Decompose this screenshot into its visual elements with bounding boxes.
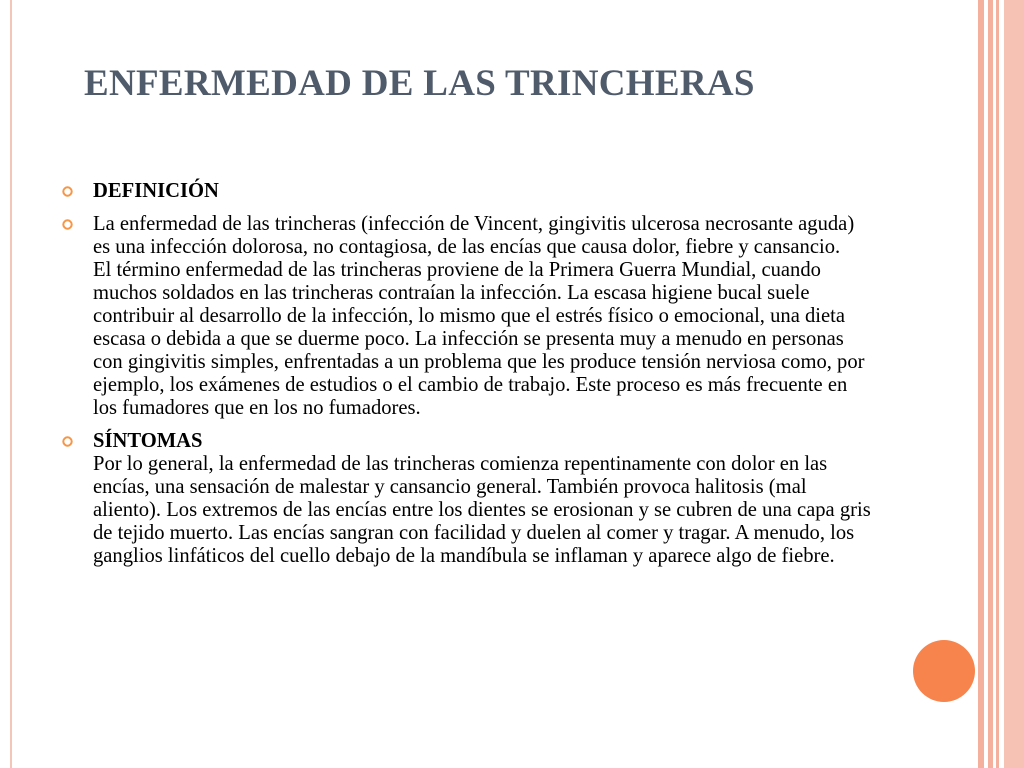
bullet-text: La enfermedad de las trincheras (infección de Vincent, gingivitis ulcerosa necrosante aguda) es una infección dolorosa, no contagiosa, de las encías que causa dolor, fiebre y cansancio. El término enfermedad de las trincheras proviene de la Primera Guerra Mundial, cuando muchos soldados en las trincheras contraían la infección. La escasa higiene bucal suele contribuir al desarrollo de la infección, lo mismo que el estrés físico o emocional, una dieta escasa o debida a que se duerme poco. La infección se presenta muy a menudo en personas con gingivitis simples, enfrentadas a un problema que les produce tensión nerviosa como, por ejemplo, los exámenes de estudios o el cambio de trabajo. Este proceso es más frecuente en los fumadores que en los no fumadores.: [93, 213, 865, 419]
accent-circle: [913, 640, 975, 702]
left-border-line: [10, 0, 12, 768]
bullet-list: [62, 180, 872, 578]
bullet-sintomas: [62, 430, 872, 568]
right-stripe-4: [1004, 0, 1024, 768]
bullet-circle-icon: [62, 186, 73, 197]
bullet-description: [62, 213, 872, 420]
bullet-heading: SÍNTOMAS: [93, 430, 203, 452]
slide-title: ENFERMEDAD DE LAS TRINCHERAS: [84, 63, 755, 104]
right-stripe-2: [988, 0, 993, 768]
bullet-definicion: [62, 180, 872, 203]
bullet-text: Por lo general, la enfermedad de las trincheras comienza repentinamente con dolor en las encías, una sensación de malestar y cansancio general. También provoca halitosis (mal aliento). Los extremos de las encías entre los dientes se erosionan y se cubren de una capa gris de tejido muerto. Las encías sangran con facilidad y duelen al comer y tragar. A menudo, los ganglios linfáticos del cuello debajo de la mandíbula se inflaman y aparece algo de fiebre.: [93, 453, 871, 567]
right-stripe-1: [978, 0, 984, 768]
bullet-circle-icon: [62, 219, 73, 230]
bullet-heading: DEFINICIÓN: [93, 180, 219, 202]
right-stripe-3: [996, 0, 999, 768]
bullet-circle-icon: [62, 436, 73, 447]
